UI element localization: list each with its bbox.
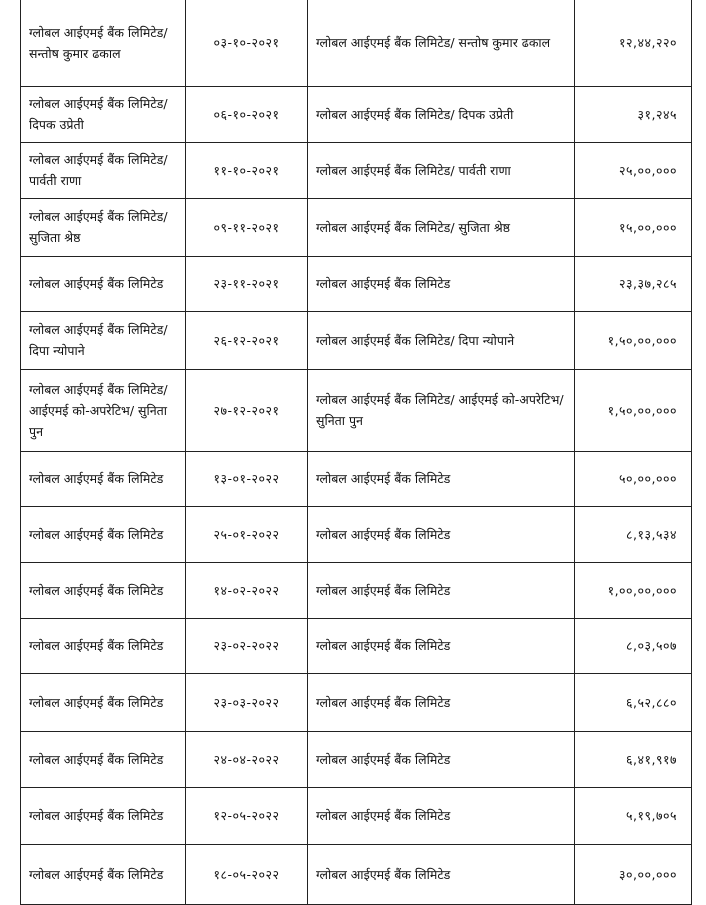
table-body: [21, 0, 692, 904]
account-name-cell: ग्लोबल आईएमई बैंक लिमिटेड: [21, 673, 186, 731]
table-row: [21, 673, 692, 731]
account-name-cell: ग्लोबल आईएमई बैंक लिमिटेड: [21, 844, 186, 904]
date-cell: ११-१०-२०२१: [186, 142, 308, 198]
date-cell: ०९-११-२०२१: [186, 198, 308, 256]
date-cell: १४-०२-२०२२: [186, 562, 308, 618]
table-row: [21, 844, 692, 904]
amount-cell: ३१,२४५: [575, 86, 692, 142]
party-cell: ग्लोबल आईएमई बैंक लिमिटेड/ दिपा न्योपाने: [308, 311, 575, 369]
account-name-cell: ग्लोबल आईएमई बैंक लिमिटेड: [21, 451, 186, 506]
table-row: [21, 86, 692, 142]
party-cell: ग्लोबल आईएमई बैंक लिमिटेड: [308, 787, 575, 844]
date-cell: २७-१२-२०२१: [186, 369, 308, 451]
party-cell: ग्लोबल आईएमई बैंक लिमिटेड/ दिपक उप्रेती: [308, 86, 575, 142]
table-row: [21, 198, 692, 256]
table-row: [21, 369, 692, 451]
date-cell: १२-०५-२०२२: [186, 787, 308, 844]
party-cell: ग्लोबल आईएमई बैंक लिमिटेड: [308, 562, 575, 618]
date-cell: १८-०५-२०२२: [186, 844, 308, 904]
date-cell: ०६-१०-२०२१: [186, 86, 308, 142]
party-cell: ग्लोबल आईएमई बैंक लिमिटेड: [308, 731, 575, 787]
account-name-cell: ग्लोबल आईएमई बैंक लिमिटेड: [21, 562, 186, 618]
transactions-table: [20, 0, 692, 905]
party-cell: ग्लोबल आईएमई बैंक लिमिटेड: [308, 673, 575, 731]
party-cell: ग्लोबल आईएमई बैंक लिमिटेड: [308, 506, 575, 562]
table-row: [21, 256, 692, 311]
party-cell: ग्लोबल आईएमई बैंक लिमिटेड: [308, 256, 575, 311]
amount-cell: १५,००,०००: [575, 198, 692, 256]
account-name-cell: ग्लोबल आईएमई बैंक लिमिटेड: [21, 731, 186, 787]
table-row: [21, 787, 692, 844]
party-cell: ग्लोबल आईएमई बैंक लिमिटेड: [308, 844, 575, 904]
date-cell: २३-०३-२०२२: [186, 673, 308, 731]
table-row: [21, 562, 692, 618]
account-name-cell: ग्लोबल आईएमई बैंक लिमिटेड: [21, 256, 186, 311]
amount-cell: ३०,००,०००: [575, 844, 692, 904]
account-name-cell: ग्लोबल आईएमई बैंक लिमिटेड/ आईएमई को-अपरेटिभ/ सुनिता पुन: [21, 369, 186, 451]
table-row: [21, 451, 692, 506]
amount-cell: १,००,००,०००: [575, 562, 692, 618]
amount-cell: ६,४१,९१७: [575, 731, 692, 787]
table-row: [21, 142, 692, 198]
amount-cell: १२,४४,२२०: [575, 0, 692, 86]
table-row: [21, 731, 692, 787]
date-cell: १३-०१-२०२२: [186, 451, 308, 506]
party-cell: ग्लोबल आईएमई बैंक लिमिटेड/ आईएमई को-अपरेटिभ/ सुनिता पुन: [308, 369, 575, 451]
table-row: [21, 506, 692, 562]
amount-cell: ८,०३,५०७: [575, 618, 692, 673]
account-name-cell: ग्लोबल आईएमई बैंक लिमिटेड/ दिपक उप्रेती: [21, 86, 186, 142]
table-row: [21, 618, 692, 673]
party-cell: ग्लोबल आईएमई बैंक लिमिटेड/ सन्तोष कुमार ढकाल: [308, 0, 575, 86]
date-cell: ०३-१०-२०२१: [186, 0, 308, 86]
account-name-cell: ग्लोबल आईएमई बैंक लिमिटेड/ सन्तोष कुमार ढकाल: [21, 0, 186, 86]
table-row: [21, 0, 692, 86]
account-name-cell: ग्लोबल आईएमई बैंक लिमिटेड: [21, 787, 186, 844]
account-name-cell: ग्लोबल आईएमई बैंक लिमिटेड/ पार्वती राणा: [21, 142, 186, 198]
date-cell: २६-१२-२०२१: [186, 311, 308, 369]
account-name-cell: ग्लोबल आईएमई बैंक लिमिटेड: [21, 618, 186, 673]
amount-cell: ८,१३,५३४: [575, 506, 692, 562]
date-cell: २४-०४-२०२२: [186, 731, 308, 787]
date-cell: २३-०२-२०२२: [186, 618, 308, 673]
party-cell: ग्लोबल आईएमई बैंक लिमिटेड: [308, 618, 575, 673]
table-row: [21, 311, 692, 369]
amount-cell: १,५०,००,०००: [575, 311, 692, 369]
date-cell: २३-११-२०२१: [186, 256, 308, 311]
party-cell: ग्लोबल आईएमई बैंक लिमिटेड: [308, 451, 575, 506]
party-cell: ग्लोबल आईएमई बैंक लिमिटेड/ सुजिता श्रेष्ठ: [308, 198, 575, 256]
amount-cell: ५,१९,७०५: [575, 787, 692, 844]
date-cell: २५-०१-२०२२: [186, 506, 308, 562]
amount-cell: १,५०,००,०००: [575, 369, 692, 451]
amount-cell: ५०,००,०००: [575, 451, 692, 506]
account-name-cell: ग्लोबल आईएमई बैंक लिमिटेड: [21, 506, 186, 562]
account-name-cell: ग्लोबल आईएमई बैंक लिमिटेड/ दिपा न्योपाने: [21, 311, 186, 369]
amount-cell: २३,३७,२८५: [575, 256, 692, 311]
amount-cell: २५,००,०००: [575, 142, 692, 198]
amount-cell: ६,५२,८८०: [575, 673, 692, 731]
party-cell: ग्लोबल आईएमई बैंक लिमिटेड/ पार्वती राणा: [308, 142, 575, 198]
account-name-cell: ग्लोबल आईएमई बैंक लिमिटेड/ सुजिता श्रेष्ठ: [21, 198, 186, 256]
